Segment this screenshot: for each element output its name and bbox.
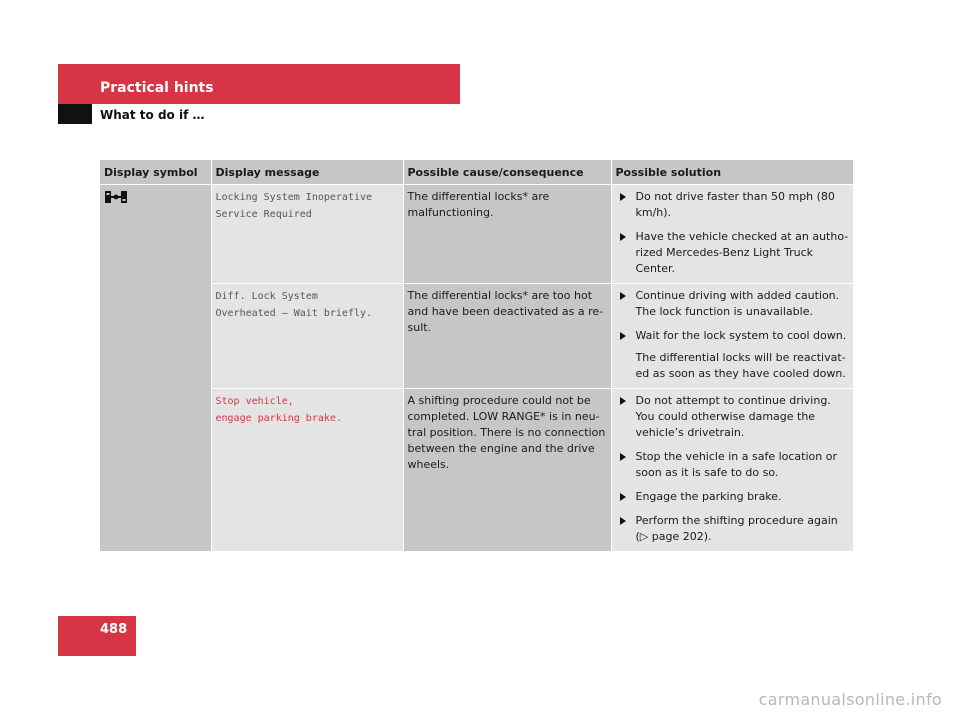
solution-item: [616, 229, 852, 277]
solution-text: Have the vehicle checked at an autho-rized Mercedes-Benz Light Truck Center.: [635, 230, 849, 275]
bullet-arrow-icon: [620, 292, 626, 300]
bullet-arrow-icon: [620, 332, 626, 340]
possible-solution-cell: [611, 185, 853, 284]
solution-text: Perform the shifting procedure again (▷ page 202).: [635, 514, 838, 543]
solution-item: [616, 489, 852, 505]
section-subtitle: What to do if …: [100, 108, 205, 122]
solution-text: Continue driving with added caution. The lock function is unavailable.: [635, 289, 840, 318]
display-symbol-cell: [100, 185, 211, 552]
solution-item: [616, 328, 852, 344]
column-header-display-message: Display message: [211, 160, 403, 185]
table-header-row: [100, 160, 853, 185]
solution-item: [616, 449, 852, 481]
solution-text: Wait for the lock system to cool down.: [635, 329, 847, 342]
solution-text: Stop the vehicle in a safe location or soon as it is safe to do so.: [635, 450, 837, 479]
solution-item: [616, 288, 852, 320]
bullet-arrow-icon: [620, 397, 626, 405]
display-message-cell: [211, 389, 403, 552]
bullet-arrow-icon: [620, 453, 626, 461]
table-row: [100, 284, 853, 389]
table-row: [100, 185, 853, 284]
column-header-possible-cause: Possible cause/consequence: [403, 160, 611, 185]
solution-item: [616, 393, 852, 441]
page-number: 488: [100, 622, 128, 637]
possible-cause-cell: [403, 284, 611, 389]
section-title: Practical hints: [100, 80, 214, 96]
column-header-display-symbol: Display symbol: [100, 160, 211, 185]
possible-cause-text: The differential locks* are too hot and have been deactivated as a re-sult.: [407, 289, 604, 334]
bullet-arrow-icon: [620, 517, 626, 525]
possible-cause-cell: [403, 389, 611, 552]
possible-solution-cell: [611, 284, 853, 389]
solution-item: [616, 513, 852, 545]
possible-cause-text: The differential locks* are malfunctioning.: [407, 190, 550, 219]
possible-cause-cell: [403, 185, 611, 284]
possible-cause-text: A shifting procedure could not be completed. LOW RANGE* is in neu-tral position. There is no connection between the engine and the drive wheels.: [407, 394, 606, 471]
bullet-arrow-icon: [620, 493, 626, 501]
solution-item: [616, 189, 852, 221]
bullet-arrow-icon: [620, 193, 626, 201]
display-message-line: Overheated – Wait briefly.: [215, 308, 373, 319]
possible-solution-cell: [611, 389, 853, 552]
differential-lock-icon: [104, 190, 128, 204]
display-message-cell: [211, 284, 403, 389]
solution-text: Do not drive faster than 50 mph (80 km/h).: [635, 190, 835, 219]
display-messages-table: [100, 160, 853, 552]
table-row: [100, 389, 853, 552]
solution-text: Engage the parking brake.: [635, 490, 782, 503]
bullet-arrow-icon: [620, 233, 626, 241]
watermark-text: carmanualsonline.info: [758, 690, 942, 709]
solution-text: Do not attempt to continue driving. You could otherwise damage the vehicle’s drivetrain.: [635, 394, 831, 439]
display-message-line: Stop vehicle,: [215, 396, 294, 407]
display-message-line: Service Required: [215, 209, 312, 220]
section-tab-marker: [58, 104, 92, 124]
display-message-line: Diff. Lock System: [215, 291, 318, 302]
column-header-possible-solution: Possible solution: [611, 160, 853, 185]
display-message-cell: [211, 185, 403, 284]
display-message-line: Locking System Inoperative: [215, 192, 373, 203]
display-message-line: engage parking brake.: [215, 413, 342, 424]
solution-note: The differential locks will be reactivat-ed as soon as they have cooled down.: [635, 351, 846, 380]
